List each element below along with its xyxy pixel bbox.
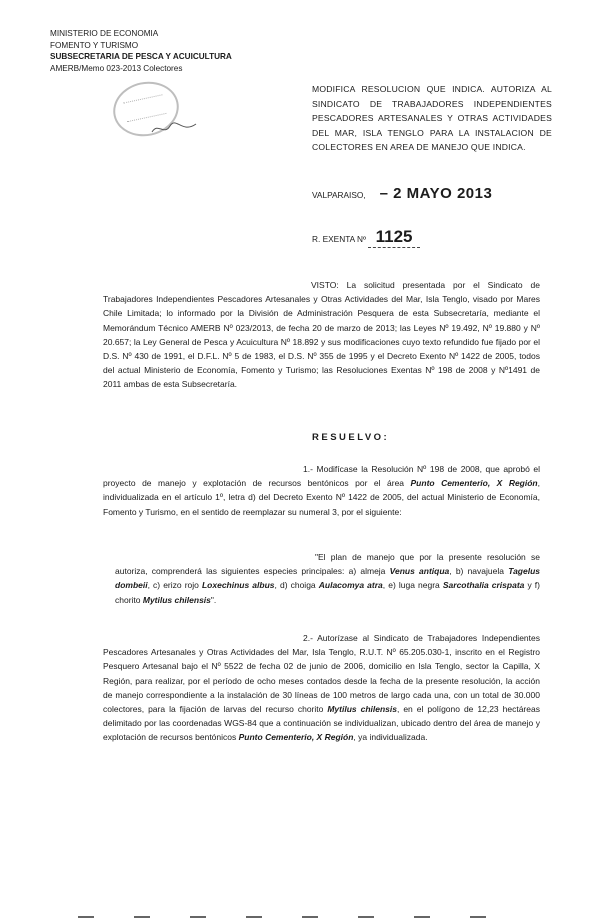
resolution-title: MODIFICA RESOLUCION QUE INDICA. AUTORIZA AL SINDICATO DE TRABAJADORES INDEPENDIENTES PESCADORES ARTESANALES Y OTRAS ACTIVIDADES DEL MAR, ISLA TENGLO PARA LA INSTALACION DE COLECTORES EN AREA DE MANEJO QUE INDICA. [312,84,552,152]
issuer-header [50,28,232,74]
quote-text: , e) luga negra [382,580,443,591]
resolution-label: R. EXENTA Nº [312,234,367,244]
quote-text: "El plan de manejo que por la presente resolución se autoriza, comprenderá las siguientes especies principales: a) almeja [115,552,540,577]
quote-text: ". [210,594,217,605]
point-1-area: Punto Cementerio, X Región [410,478,538,489]
place: VALPARAISO, [312,190,366,200]
ministry-name: MINISTERIO DE ECONOMIA [50,29,159,38]
species-name: Mytilus chilensis [142,594,211,605]
ministry-subname: FOMENTO Y TURISMO [50,40,139,50]
point-2-end: , ya individualizada. [353,732,428,743]
quote-text: , b) navajuela [449,566,509,577]
species-name: Loxechinus albus [201,580,275,591]
signature-icon [150,118,198,138]
point-2-area: Punto Cementerio, X Región [238,732,354,743]
resuelvo-heading: RESUELVO: [312,432,390,443]
species-name: Tagelus dombeii [115,566,540,591]
dateline [312,185,492,202]
quote-text: , d) choiga [274,580,319,591]
quote-text: , c) erizo rojo [147,580,202,591]
resolution-number-value: 1125 [368,227,420,248]
visto-paragraph [103,278,540,392]
point-1-lead: 1.- Modifícase la Resolución Nº 198 de 2008, que aprobó el proyecto de manejo y explotación de recursos bentónicos por el área [103,464,540,489]
point-2-lead: 2.- Autorízase al Sindicato de Trabajadores Independientes Pescadores Artesanales y Otras Actividades del Mar, Isla Tenglo, R.U.T. Nº 65.205.030-1, inscrito en el Registro Pesquero Artesanal bajo el Nº 5522 de fecha 02 de junio de 2006, domicilio en Isla Tenglo, sector la Capilla, X Región, para realizar, por el período de ocho meses contados desde la fecha de la presente resolución, la acción de manejo correspondiente a la instalación de 30 líneas de 100 metros de largo cada una, con un total de 30.000 colectores, para la fijación de larvas del recurso chorito [103,633,540,715]
species-name: Sarcothalia crispata [442,580,525,591]
quote-text: y f) chorito [115,580,540,605]
point-1-rest: , individualizada en el artículo 1º, letra d) del Decreto Exento Nº 1422 de 2005, del actual Ministerio de Economía, Fomento y Turismo, en el sentido de reemplazar su numeral 3, por el siguiente: [103,478,540,517]
memo-reference: AMERB/Memo 023-2013 Colectores [50,63,183,73]
point-2-mid: , en el polígono de 12,23 hectáreas delimitado por las coordenadas WGS-84 que a continuación se individualizan, ubicado dentro del área de manejo y explotación de recursos bentónicos [103,704,540,743]
point-2-paragraph [103,631,540,745]
visto-text: La solicitud presentada por el Sindicato de Trabajadores Independientes Pescadores Artesanales y Otras Actividades del Mar, Isla Tenglo, visado por Mares Chile Limitada; lo informado por la División de Administración Pesquera de esta Subsecretaría, mediante el Memorándum Técnico AMERB Nº 023/2013, de fecha 20 de marzo de 2013; las Leyes Nº 19.492, Nº 19.880 y Nº 20.657; la Ley General de Pesca y Acuicultura Nº 18.892 y sus modificaciones cuyo texto refundido fue fijado por el D.S. Nº 430 de 1991, el D.F.L. Nº 5 de 1983, el D.S. Nº 355 de 1995 y el Decreto Exento Nº 1422 de 2005, todos del actual Ministerio de Economía, Fomento y Turismo; las Resoluciones Exentas Nº 198 de 2008 y Nº1491 de 2011 ambas de esta Subsecretaría. [103,280,540,390]
visto-label: VISTO: [311,280,339,290]
date-stamp: – 2 MAYO 2013 [379,185,493,202]
subsecretariat-name: SUBSECRETARIA DE PESCA Y ACUICULTURA [50,52,232,61]
footer-rule [78,905,548,911]
resolution-number [312,227,420,248]
point-1-paragraph [103,462,540,519]
species-name: Mytilus chilensis [327,704,397,715]
species-name: Venus antiqua [389,566,450,577]
species-name: Aulacomya atra [318,580,383,591]
quoted-numeral [115,550,540,607]
